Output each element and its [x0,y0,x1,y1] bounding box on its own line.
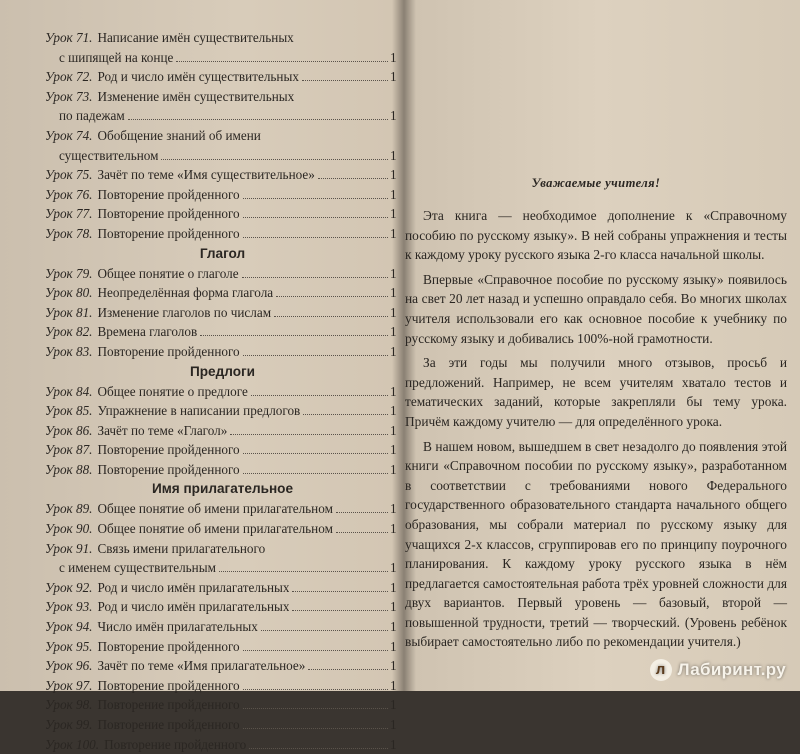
lesson-number: Урок 76. [45,186,93,202]
lesson-number: Урок 99. [45,717,93,732]
page-number: 1 [390,108,397,124]
dot-leader [292,591,388,592]
lesson-title: Изменение глаголов по числам [97,304,272,320]
dot-leader [249,748,388,749]
lesson-title: Число имён прилагательных [97,619,258,635]
dot-leader [302,80,388,81]
lesson-title: Общее понятие о глаголе [97,265,239,281]
lesson-title-continuation: с шипящей на конце [59,49,174,65]
lesson-title: Род и число имён прилагательных [97,599,290,615]
lesson-number: Урок 83. [45,343,93,359]
dot-leader [318,178,388,179]
lesson-number: Урок 100. [45,736,100,752]
lesson-title: Связь имени прилагательного [97,540,266,556]
toc-entry [45,676,400,696]
lesson-number: Урок 72. [45,69,93,85]
dot-leader [251,395,388,396]
lesson-number: Урок 87. [45,442,93,458]
dot-leader [303,414,388,415]
preface-page [405,28,787,688]
dot-leader [336,512,388,513]
dot-leader [200,335,388,336]
lesson-number: Урок 93. [45,599,93,615]
preface-paragraph: Впервые «Справочное пособие по русскому языку» появилось на свет 20 лет назад и успешно оправдало себя. Во многих школах учителя использовали его как основное пособие к учебнику по русскому языку и добивались 100%-ной грамотности. [405,271,787,346]
lesson-title: Повторение пройденного [97,225,240,241]
lesson-title: Повторение пройденного [104,736,247,752]
lesson-number: Урок 96. [45,658,93,674]
toc-entry [45,322,400,342]
lesson-number: Урок 77. [45,206,93,222]
lesson-title: Зачёт по теме «Имя существительное» [97,167,315,183]
page-number: 1 [390,147,397,163]
dot-leader [243,708,388,709]
dot-leader [336,532,388,533]
lesson-title: Изменение имён существительных [97,88,295,104]
page-number: 1 [390,579,397,595]
page-number: 1 [390,619,397,635]
lesson-title: Повторение пройденного [97,186,240,202]
lesson-number: Урок 84. [45,383,93,399]
page-number: 1 [390,186,397,202]
table-of-contents-page [45,28,400,752]
page-number: 1 [390,265,397,281]
lesson-number: Урок 98. [45,697,93,713]
toc-entry [45,224,400,244]
dot-leader [219,571,388,572]
lesson-number: Урок 85. [45,403,93,419]
page-number: 1 [390,461,397,477]
dot-leader [161,159,388,160]
lesson-number: Урок 97. [45,677,93,693]
toc-block-prepositions [45,382,400,480]
dot-leader [230,434,388,435]
page-number: 1 [390,442,397,458]
toc-entry [45,519,400,539]
toc-entry [45,460,400,480]
lesson-number: Урок 90. [45,521,93,537]
toc-block-adjective [45,499,400,754]
toc-block-nouns [45,28,400,244]
lesson-number: Урок 92. [45,579,93,595]
page-number: 1 [390,383,397,399]
toc-entry [45,539,400,559]
dot-leader [243,453,388,454]
lesson-title: Написание имён существительных [97,30,294,45]
toc-entry [45,499,400,519]
page-number: 1 [390,324,397,340]
dot-leader [242,277,388,278]
dot-leader [243,217,388,218]
toc-entry [45,637,400,657]
toc-entry [45,165,400,185]
toc-entry [45,303,400,323]
lesson-number: Урок 79. [45,265,93,281]
dot-leader [261,630,388,631]
lesson-title: Повторение пройденного [97,343,240,359]
page-number: 1 [390,658,397,674]
lesson-title: Повторение пройденного [97,717,240,732]
page-number: 1 [390,501,397,517]
toc-entry-continuation [45,558,400,578]
lesson-title: Общее понятие об имени прилагательном [97,501,333,517]
lesson-title: Повторение пройденного [97,442,240,458]
page-number: 1 [390,69,397,85]
toc-entry [45,204,400,224]
lesson-title: Упражнение в написании предлогов [97,403,301,419]
toc-entry [45,264,400,284]
toc-entry-continuation [45,106,400,126]
toc-entry [45,401,400,421]
dot-leader [243,650,388,651]
labirint-logo-icon: л [650,659,672,681]
dot-leader [243,198,388,199]
page-number: 1 [390,422,397,438]
page-number: 1 [390,560,397,576]
toc-entry [45,126,400,146]
lesson-title: Обобщение знаний об имени [97,127,261,143]
lesson-title: Повторение пройденного [97,697,240,713]
toc-entry [45,597,400,617]
lesson-number: Урок 95. [45,638,93,654]
lesson-title: Зачёт по теме «Имя прилагательное» [97,658,306,674]
lesson-number: Урок 78. [45,225,93,241]
lesson-number: Урок 89. [45,501,93,517]
toc-entry [45,421,400,441]
page-number: 1 [390,599,397,615]
lesson-title: Повторение пройденного [97,206,240,222]
lesson-number: Урок 81. [45,304,93,320]
dot-leader [308,669,388,670]
dot-leader [243,728,388,729]
lesson-number: Урок 91. [45,540,93,556]
toc-entry [45,382,400,402]
page-number: 1 [390,717,397,732]
toc-entry [45,656,400,676]
lesson-title: Общее понятие о предлоге [97,383,248,399]
lesson-title: Повторение пройденного [97,638,240,654]
lesson-title: Род и число имён прилагательных [97,579,290,595]
page-number: 1 [390,697,397,713]
lesson-title: Неопределённая форма глагола [97,285,274,301]
page-number: 1 [390,677,397,693]
toc-entry [45,578,400,598]
page-number: 1 [390,736,397,752]
dot-leader [243,473,388,474]
toc-entry-continuation [45,146,400,166]
toc-entry [45,715,400,735]
lesson-number: Урок 86. [45,422,93,438]
dot-leader [274,316,388,317]
lesson-title: Род и число имён существительных [97,69,299,85]
lesson-number: Урок 74. [45,127,93,143]
dot-leader [292,610,388,611]
page-number: 1 [390,521,397,537]
lesson-title-continuation: с именем существительным [59,560,216,576]
preface-paragraph: Эта книга — необходимое дополнение к «Справочному пособию по русскому языку». В ней собраны упражнения и тесты к каждому уроку русского языка 2-го класса начальной школы. [405,208,787,263]
page-number: 1 [390,285,397,301]
section-heading-verb: Глагол [199,245,246,261]
lesson-number: Урок 71. [45,30,93,45]
watermark-text: Лабиринт.ру [677,660,786,679]
lesson-number: Урок 82. [45,324,93,340]
page-number: 1 [390,225,397,241]
lesson-number: Урок 75. [45,167,93,183]
lesson-title: Повторение пройденного [97,677,240,693]
labirint-watermark [650,659,786,681]
lesson-title: Времена глаголов [97,324,198,340]
lesson-number: Урок 73. [45,88,93,104]
toc-block-verb [45,264,400,362]
preface-greeting: Уважаемые учителя! [531,176,661,190]
dot-leader [243,689,388,690]
lesson-title-continuation: по падежам [59,108,125,124]
page-number: 1 [390,304,397,320]
toc-entry [45,440,400,460]
preface-paragraph: В нашем новом, вышедшем в свет незадолго до появления этой книги «Справочном пособии по русскому языку», разработанном в соответствии с требованиями нового Федерального государственного образовательного стандарта начального общего образования, мы собрали материал по русскому языку для учащихся 2-х классов, сгруппировав его по принципу поурочного планирования. К каждому уроку русского языка в нём предлагается самостоятельная работа трёх уровней сложности для двух вариантов. Первый уровень — базовый, второй — повышенной трудности, третий — творческий. (Уровень ребёнок выбирает самостоятельно либо по рекомендации учителя.) [405,438,787,650]
toc-entry [45,695,400,715]
toc-entry [45,28,400,48]
lesson-title: Зачёт по теме «Глагол» [97,422,228,438]
preface-paragraph: За эти годы мы получили много отзывов, просьб и предложений. Например, не всем учителям хватало тестов и тематических заданий, которые закрепляли бы тему урока. Причём каждому учителю — для определённого урока. [405,355,787,429]
dot-leader [243,237,388,238]
page-number: 1 [390,403,397,419]
toc-entry [45,617,400,637]
section-heading-prepositions: Предлоги [189,363,256,379]
dot-leader [176,61,388,62]
lesson-title-continuation: существительном [59,147,159,163]
lesson-number: Урок 88. [45,461,93,477]
dot-leader [276,296,388,297]
lesson-number: Урок 94. [45,619,93,635]
toc-entry [45,67,400,87]
toc-entry [45,342,400,362]
page-number: 1 [390,638,397,654]
page-number: 1 [390,343,397,359]
page-number: 1 [390,206,397,222]
toc-entry [45,87,400,107]
toc-entry-continuation [45,48,400,68]
page-number: 1 [390,49,397,65]
toc-entry [45,735,400,754]
dot-leader [128,119,388,120]
page-number: 1 [390,167,397,183]
toc-entry [45,185,400,205]
toc-entry [45,283,400,303]
lesson-number: Урок 80. [45,285,93,301]
lesson-title: Повторение пройденного [97,461,240,477]
section-heading-adjective: Имя прилагательное [151,481,294,497]
lesson-title: Общее понятие об имени прилагательном [97,521,333,537]
dot-leader [243,355,388,356]
